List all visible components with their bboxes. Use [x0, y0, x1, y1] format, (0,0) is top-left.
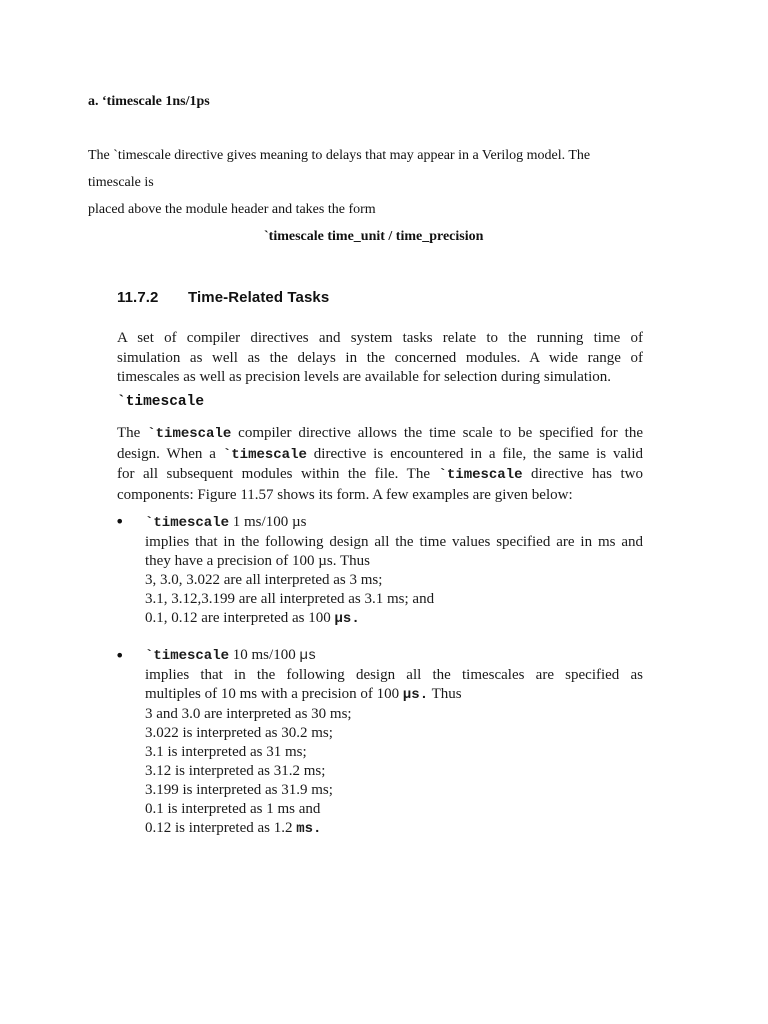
- directive-args: 10 ms/100: [229, 647, 300, 663]
- body-text: compiler directive allows the time scale to be specified for the: [231, 425, 643, 441]
- subsection-heading: `timescale: [117, 394, 205, 410]
- inline-code: ms.: [296, 821, 322, 837]
- section-heading: [117, 289, 329, 306]
- bullet-marker: •: [115, 646, 125, 665]
- bullet-text: 0.1, 0.12 are interpreted as 100: [145, 610, 335, 626]
- bullet-item: [145, 646, 643, 839]
- bullet-directive: [145, 646, 643, 666]
- section-body: [117, 424, 643, 505]
- bullet-line: [145, 685, 643, 705]
- inline-code: `timescale: [438, 467, 523, 483]
- inline-code: `timescale: [222, 446, 307, 463]
- bullet-line: 3.022 is interpreted as 30.2 ms;: [145, 725, 333, 741]
- section-number: 11.7.2: [117, 289, 159, 306]
- note-heading: a. ‘timescale 1ns/1ps: [88, 94, 210, 109]
- body-line: [117, 445, 643, 466]
- bullet-line: 3.1 is interpreted as 31 ms;: [145, 744, 307, 760]
- body-text: directive is encountered in a file, the same is valid: [306, 445, 643, 462]
- bullet-directive: [145, 513, 643, 533]
- body-text: for all subsequent modules within the file. The: [117, 466, 439, 482]
- bullet-text: Thus: [428, 686, 462, 702]
- note-syntax: `timescale time_unit / time_precision: [264, 229, 484, 244]
- section-title: Time-Related Tasks: [188, 289, 330, 306]
- bullet-line: 3 and 3.0 are interpreted as 30 ms;: [145, 706, 352, 722]
- bullet-text: multiples of 10 ms with a precision of 100: [145, 686, 403, 702]
- directive-args: 1 ms/100 µs: [229, 514, 307, 530]
- body-text: The: [117, 425, 148, 441]
- note-paragraph-line: The `timescale directive gives meaning to delays that may appear in a Verilog model. The: [88, 148, 591, 163]
- bullet-marker: •: [115, 512, 125, 531]
- note-paragraph-line: timescale is: [88, 175, 154, 190]
- body-text: design. When a: [117, 445, 223, 462]
- body-line: [117, 465, 643, 486]
- bullet-line: 3.199 is interpreted as 31.9 ms;: [145, 782, 333, 798]
- inline-code: `timescale: [145, 648, 230, 664]
- inline-code: `timescale: [147, 426, 232, 442]
- intro-line: timescales as well as precision levels are available for selection during simulation.: [117, 369, 612, 385]
- body-line: [117, 424, 643, 445]
- bullet-line: implies that in the following design all the time values specified are in ms and: [145, 534, 643, 550]
- body-line: components: Figure 11.57 shows its form. A few examples are given below:: [117, 486, 573, 503]
- bullet-line: [145, 819, 643, 839]
- intro-line: simulation as well as the delays in the concerned modules. A wide range of: [117, 349, 643, 366]
- inline-code: `timescale: [145, 515, 230, 531]
- body-text: directive has two: [522, 466, 644, 482]
- inline-code: µs.: [402, 687, 429, 703]
- bullet-item: [145, 513, 643, 629]
- bullet-line: they have a precision of 100 µs. Thus: [145, 553, 370, 569]
- bullet-line: 0.1 is interpreted as 1 ms and: [145, 801, 321, 817]
- bullet-text: 0.12 is interpreted as 1.2: [145, 820, 297, 836]
- section-intro: [117, 329, 643, 388]
- bullet-line: implies that in the following design all the timescales are specified as: [145, 667, 643, 683]
- note-paragraph-line: placed above the module header and takes the form: [88, 202, 376, 217]
- directive-unit: µs: [299, 648, 317, 664]
- bullet-line: 3, 3.0, 3.022 are all interpreted as 3 ms;: [145, 572, 383, 588]
- inline-code: µs.: [334, 611, 360, 627]
- intro-line: A set of compiler directives and system tasks relate to the running time of: [117, 330, 643, 346]
- bullet-line: 3.1, 3.12,3.199 are all interpreted as 3.1 ms; and: [145, 591, 435, 607]
- bullet-line: 3.12 is interpreted as 31.2 ms;: [145, 763, 326, 779]
- bullet-line: [145, 609, 643, 629]
